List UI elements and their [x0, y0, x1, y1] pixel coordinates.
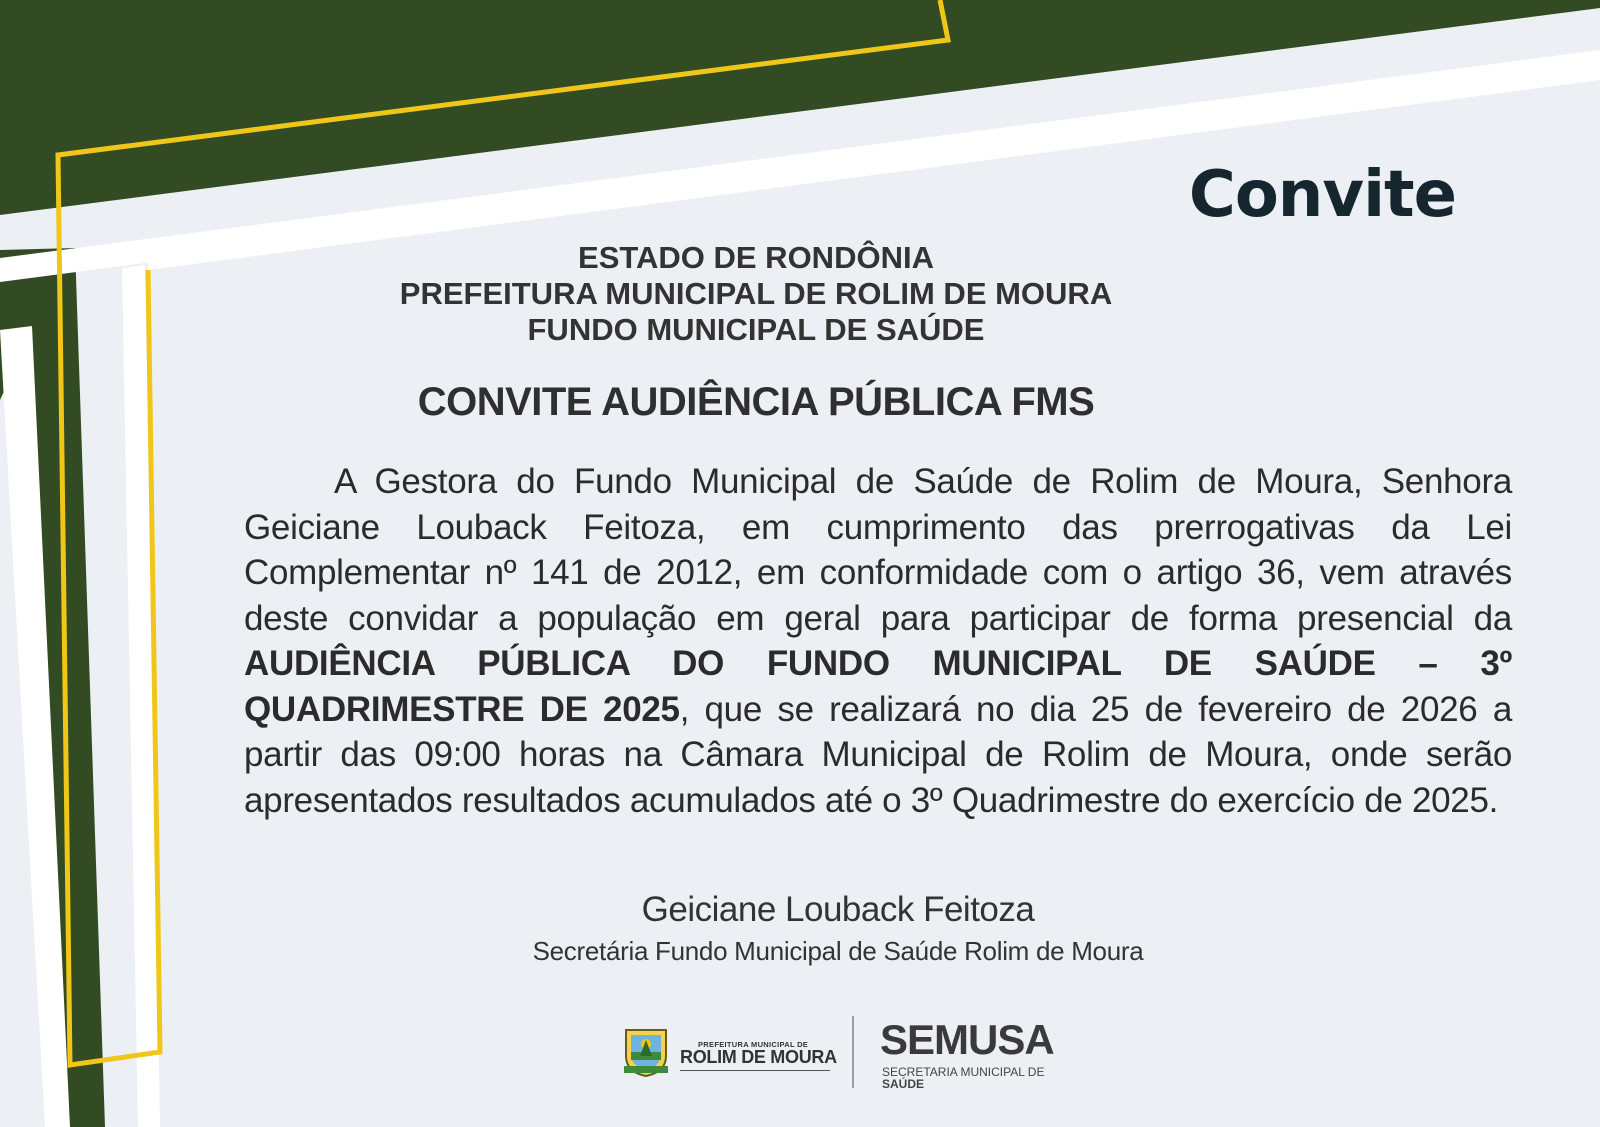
body-details: , que se realizará no dia 25 de fevereiro de 2026 a partir das 09:00 horas na Câmara Municipal de Rolim de Moura, onde serão apresentados resultados acumulados até o 3º Quadrimestre do exercício de 2025. — [244, 689, 1513, 820]
signature-role: Secretária Fundo Municipal de Saúde Rolim de Moura — [532, 936, 1144, 966]
header-state: ESTADO DE RONDÔNIA — [578, 240, 934, 275]
semusa-logo-text: SEMUSA — [880, 1016, 1054, 1063]
semusa-subtitle-line1: SECRETARIA MUNICIPAL DE — [882, 1065, 1045, 1079]
document-header — [240, 240, 1272, 348]
semusa-subtitle-line2: SAÚDE — [882, 1077, 925, 1091]
prefeitura-underline — [680, 1070, 830, 1071]
logo-divider — [852, 1016, 854, 1088]
invitation-body — [244, 459, 1512, 823]
body-event-highlight: AUDIÊNCIA PÚBLICA DO FUNDO MUNICIPAL DE SAÚDE – 3º QUADRIMESTRE DE 2025 — [244, 644, 1512, 729]
document-title: CONVITE AUDIÊNCIA PÚBLICA FMS — [417, 380, 1095, 424]
header-prefeitura: PREFEITURA MUNICIPAL DE ROLIM DE MOURA — [399, 276, 1113, 311]
header-fund: FUNDO MUNICIPAL DE SAÚDE — [527, 312, 985, 347]
convite-label: Convite — [1188, 158, 1456, 232]
municipal-seal-icon — [620, 1026, 672, 1078]
body-intro: A Gestora do Fundo Municipal de Saúde de Rolim de Moura, Senhora Geiciane Louback Feitoza, em cumprimento das prerrogativas da Lei Complementar nº 141 de 2012, em conformidade com o artigo 36, vem através deste convidar a população em geral para participar de forma presencial da — [244, 462, 1512, 638]
signature-name: Geiciane Louback Feitoza — [641, 890, 1035, 929]
logo-footer — [620, 1012, 1080, 1092]
prefeitura-small-label: PREFEITURA MUNICIPAL DE — [698, 1040, 809, 1049]
prefeitura-name: ROLIM DE MOURA — [680, 1047, 837, 1067]
